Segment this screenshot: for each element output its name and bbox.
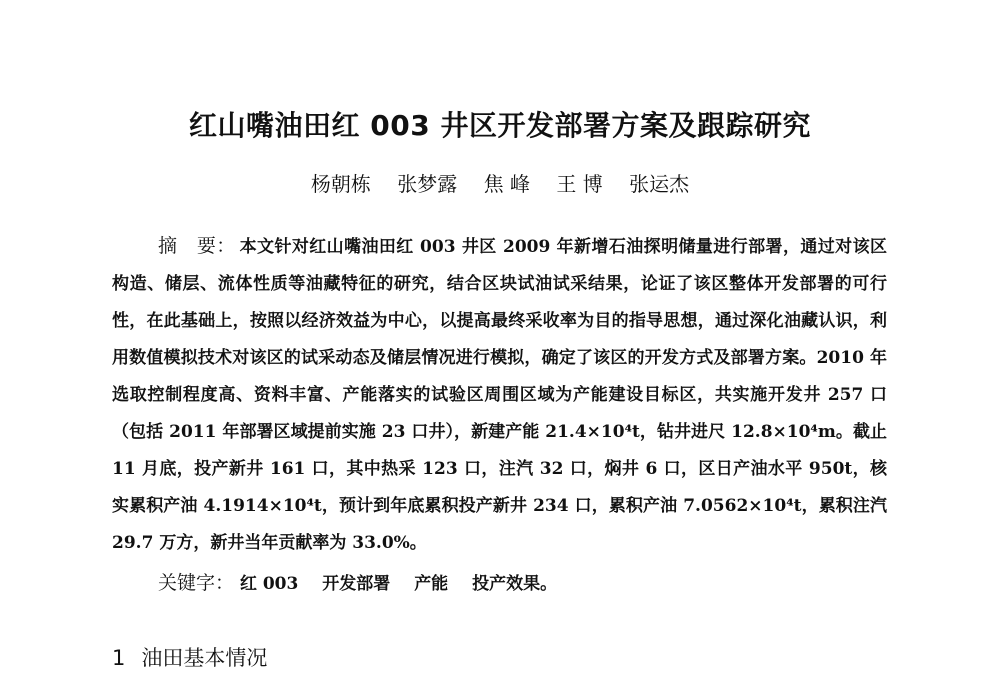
author-name: 张运杰 [629, 172, 690, 196]
abstract-paragraph [112, 228, 887, 562]
author-name: 杨朝栋 [310, 172, 371, 196]
section-title: 油田基本情况 [141, 646, 268, 670]
author-name: 焦 峰 [483, 172, 530, 196]
keyword: 投产效果。 [472, 574, 558, 594]
author-name: 王 博 [556, 172, 603, 196]
abstract-label: 摘 要： [158, 235, 236, 257]
section-number: 1 [112, 646, 126, 670]
keywords-line [158, 568, 575, 595]
keywords-label: 关键字： [158, 572, 235, 594]
author-list [0, 168, 1000, 197]
abstract-text: 本文针对红山嘴油田红 003 井区 2009 年新增石油探明储量进行部署，通过对该区构造、储层、流体性质等油藏特征的研究，结合区块试油试采结果，论证了该区整体开发部署的可行性，在此基础上，按照以经济效益为中心，以提高最终采收率为目的指导思想，通过深化油藏认识，利用数值模拟技术对该区的试采动态及储层情况进行模拟，确定了该区的开发方式及部署方案。2010 年选取控制程度高、资料丰富、产能落实的试验区周围区域为产能建设目标区，共实施开发井 257 口（包括 2011 年部署区域提前实施 23 口井），新建产能 21.4×10⁴t，钻井进尺 12.8×10⁴m。截止 11 月底，投产新井 161 口，其中热采 123 口，注汽 32 口，焖井 6 口，区日产油水平 950t，核实累积产油 4.1914×10⁴t，预计到年底累积投产新井 234 口，累积产油 7.0562×10⁴t，累积注汽 29.7 万方，新井当年贡献率为 33.0%。 [112, 237, 887, 553]
paper-title: 红山嘴油田红 003 井区开发部署方案及跟踪研究 [189, 109, 811, 142]
author-name: 张梦露 [397, 172, 458, 196]
keyword: 产能 [414, 574, 449, 594]
keyword: 红 003 [239, 574, 299, 594]
keyword: 开发部署 [322, 574, 391, 594]
section-heading [112, 642, 267, 672]
